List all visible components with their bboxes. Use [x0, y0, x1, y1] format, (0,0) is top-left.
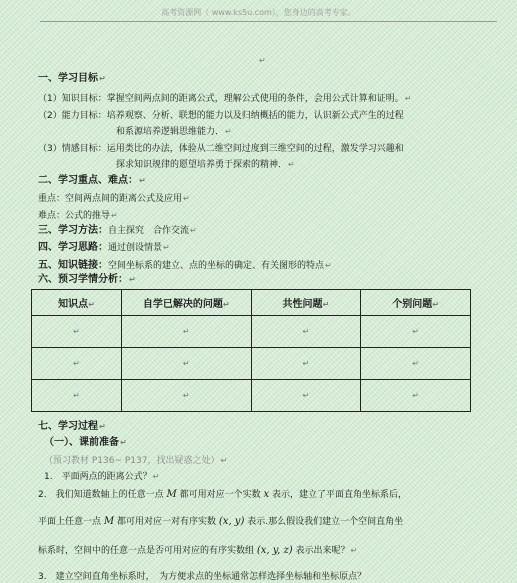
section-5: 五、知识链接：空间坐标系的建立、点的坐标的确定、有关图形的特点↵	[38, 260, 332, 271]
header-rule	[40, 21, 497, 22]
section-1-title: 一、学习目标↵	[38, 73, 106, 84]
header-knowledge-point: 知识点↵	[32, 290, 122, 316]
paragraph-mark: ↵	[259, 56, 266, 65]
section-4: 四、学习思路：通过创设情景↵	[38, 242, 170, 253]
preview-note: （预习教材 P136~ P137，找出疑惑之处）↵	[44, 456, 228, 466]
section-7-title: 七、学习过程↵	[38, 421, 106, 432]
table-row	[32, 348, 471, 380]
question-2-line1: 2. 我们知道数轴上的任意一点 M 都可用对应一个实数 x 表示，建立了平面直角坐标系后，	[38, 489, 408, 500]
table-row	[32, 380, 471, 412]
preview-analysis-table	[31, 289, 471, 412]
section-3: 三、学习方法：自主探究 合作交流↵	[38, 225, 197, 236]
table-cell[interactable]: ↵	[251, 380, 361, 412]
question-2-line2: 平面上任意一点 M 都可用对应一对有序实数 (x, y) 表示.那么假设我们建立一个空间直角坐	[38, 516, 404, 527]
ability-goal-line1: （2）能力目标：培养观察、分析、联想的能力以及归纳概括的能力，认识新公式产生的过程	[38, 111, 404, 121]
question-2-line3: 标系时，空间中的任意一点是否可用对应的有序实数组 (x, y, z) 表示出来呢？↵	[38, 545, 358, 556]
emotion-goal-line1: （3）情感目标：运用类比的办法，体验从二维空间过度到三维空间的过程，激发学习兴趣和	[38, 144, 404, 154]
table-cell[interactable]: ↵	[251, 316, 361, 348]
question-3: 3. 建立空间直角坐标系时， 为方便求点的坐标通常怎样选择坐标轴和坐标原点？	[38, 572, 367, 582]
table-cell[interactable]: ↵	[122, 316, 252, 348]
table-row	[32, 316, 471, 348]
header-individual-problems: 个别问题↵	[361, 290, 471, 316]
table-cell[interactable]: ↵	[361, 380, 471, 412]
header-banner: 高考资源网（ www.ks5u.com），您身边的高考专家。	[161, 8, 356, 17]
table-cell[interactable]: ↵	[32, 348, 122, 380]
key-point: 重点：空间两点间的距离公式及应用↵	[38, 194, 190, 204]
header-solved-problems: 自学已解决的问题↵	[122, 290, 252, 316]
knowledge-goal: （1）知识目标：掌握空间两点间的距离公式，理解公式使用的条件，会用公式计算和证明。↵	[38, 94, 412, 104]
table-cell[interactable]: ↵	[251, 348, 361, 380]
table-cell[interactable]: ↵	[122, 348, 252, 380]
preparation-subtitle: （一）、课前准备↵	[44, 437, 127, 448]
table-cell[interactable]: ↵	[361, 316, 471, 348]
section-2-title: 二、学习重点、难点：↵	[38, 175, 146, 186]
table-cell[interactable]: ↵	[122, 380, 252, 412]
table-header-row	[32, 290, 471, 316]
table-cell[interactable]: ↵	[32, 316, 122, 348]
emotion-goal-line2: 探求知识规律的愿望培养勇于探索的精神．↵	[116, 160, 295, 170]
page-header	[0, 0, 517, 22]
table-cell[interactable]: ↵	[32, 380, 122, 412]
question-1: 1. 平面两点的距离公式？↵	[44, 472, 160, 482]
section-6-title: 六、预习学情分析：↵	[38, 274, 136, 285]
difficult-point: 难点：公式的推导↵	[38, 211, 118, 221]
ability-goal-line2: 和系源培养逻辑思维能力．↵	[116, 127, 232, 137]
table-cell[interactable]: ↵	[361, 348, 471, 380]
header-common-problems: 共性问题↵	[251, 290, 361, 316]
